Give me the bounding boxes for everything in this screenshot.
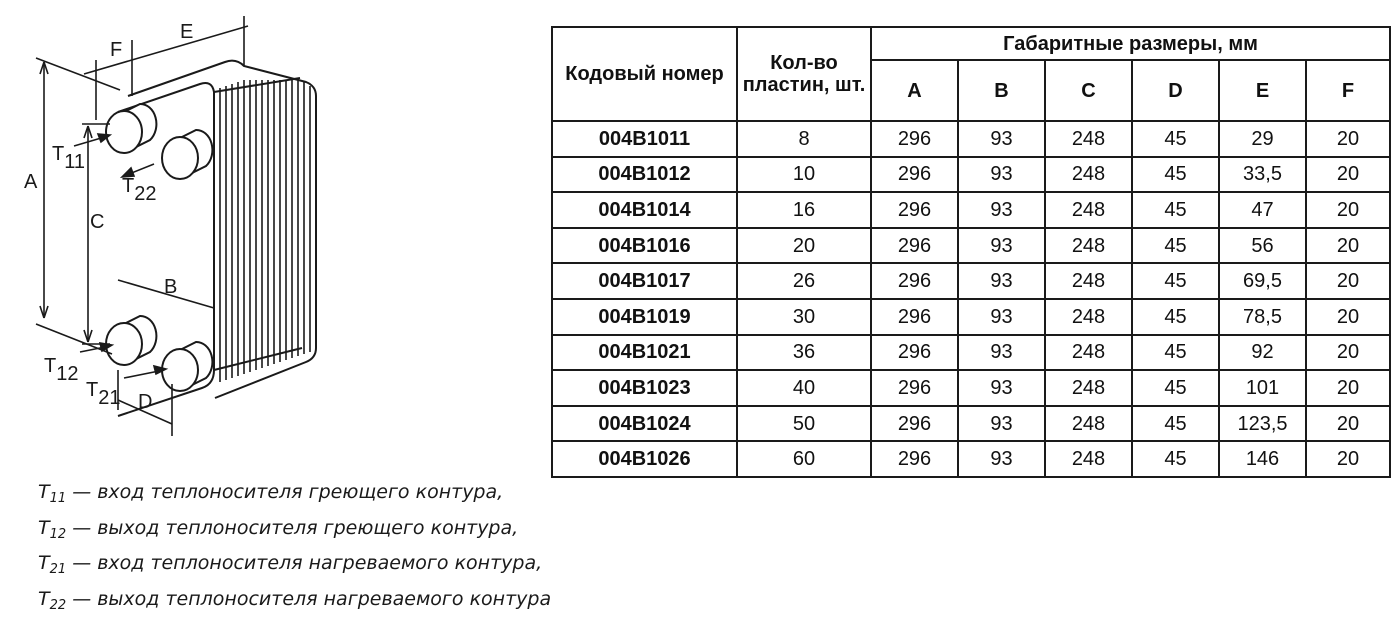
- cell-a: 296: [871, 370, 958, 406]
- cell-b: 93: [958, 157, 1045, 193]
- legend-symbol: T: [38, 552, 50, 574]
- cell-code: 004B1019: [552, 299, 737, 335]
- cell-f: 20: [1306, 228, 1390, 264]
- cell-f: 20: [1306, 192, 1390, 228]
- cell-f: 20: [1306, 263, 1390, 299]
- cell-e: 92: [1219, 335, 1306, 371]
- cell-c: 248: [1045, 406, 1132, 442]
- table-row: [552, 335, 1390, 371]
- cell-a: 296: [871, 192, 958, 228]
- header-code: Кодовый номер: [552, 27, 737, 121]
- header-col-b: B: [958, 60, 1045, 121]
- legend-description: — вход теплоносителя греющего контура,: [66, 481, 504, 503]
- cell-e: 123,5: [1219, 406, 1306, 442]
- cell-b: 93: [958, 441, 1045, 477]
- cell-b: 93: [958, 406, 1045, 442]
- label-a: A: [24, 171, 38, 193]
- label-c: C: [90, 211, 105, 233]
- cell-d: 45: [1132, 263, 1219, 299]
- header-col-d: D: [1132, 60, 1219, 121]
- cell-code: 004B1023: [552, 370, 737, 406]
- cell-f: 20: [1306, 370, 1390, 406]
- cell-code: 004B1011: [552, 121, 737, 157]
- heat-exchanger-drawing: [0, 0, 540, 470]
- cell-c: 248: [1045, 299, 1132, 335]
- cell-a: 296: [871, 335, 958, 371]
- legend-symbol: T: [38, 516, 50, 539]
- label-e: E: [180, 21, 194, 43]
- cell-e: 101: [1219, 370, 1306, 406]
- port-legend: [38, 478, 638, 620]
- cell-a: 296: [871, 263, 958, 299]
- cell-e: 146: [1219, 441, 1306, 477]
- cell-a: 296: [871, 228, 958, 264]
- cell-plates: 16: [737, 192, 871, 228]
- legend-symbol: T: [38, 587, 50, 610]
- cell-code: 004B1017: [552, 263, 737, 299]
- cell-code: 004B1026: [552, 441, 737, 477]
- cell-e: 78,5: [1219, 299, 1306, 335]
- table-row: [552, 263, 1390, 299]
- table-row: [552, 228, 1390, 264]
- cell-a: 296: [871, 441, 958, 477]
- cell-d: 45: [1132, 121, 1219, 157]
- cell-d: 45: [1132, 441, 1219, 477]
- cell-c: 248: [1045, 192, 1132, 228]
- legend-subscript: 22: [49, 597, 67, 613]
- label-b: B: [164, 276, 178, 298]
- cell-f: 20: [1306, 335, 1390, 371]
- table-row: [552, 406, 1390, 442]
- cell-e: 47: [1219, 192, 1306, 228]
- legend-symbol: T: [38, 481, 50, 503]
- cell-c: 248: [1045, 441, 1132, 477]
- cell-code: 004B1012: [552, 157, 737, 193]
- cell-c: 248: [1045, 121, 1132, 157]
- table-row: [552, 370, 1390, 406]
- cell-a: 296: [871, 299, 958, 335]
- table-row: [552, 441, 1390, 477]
- cell-plates: 30: [737, 299, 871, 335]
- label-d: D: [138, 391, 153, 413]
- cell-plates: 60: [737, 441, 871, 477]
- cell-c: 248: [1045, 335, 1132, 371]
- label-t22: T22: [122, 175, 157, 205]
- table-header: [552, 27, 1390, 121]
- cell-plates: 8: [737, 121, 871, 157]
- cell-b: 93: [958, 299, 1045, 335]
- legend-description: — выход теплоносителя греющего контура,: [66, 516, 519, 539]
- header-col-c: C: [1045, 60, 1132, 121]
- cell-c: 248: [1045, 263, 1132, 299]
- cell-code: 004B1016: [552, 228, 737, 264]
- cell-a: 296: [871, 121, 958, 157]
- legend-subscript: 11: [49, 491, 67, 506]
- cell-c: 248: [1045, 228, 1132, 264]
- legend-description: — вход теплоносителя нагреваемого контура,: [66, 552, 543, 574]
- cell-b: 93: [958, 192, 1045, 228]
- header-col-a: A: [871, 60, 958, 121]
- legend-subscript: 12: [49, 526, 67, 542]
- cell-e: 69,5: [1219, 263, 1306, 299]
- cell-e: 56: [1219, 228, 1306, 264]
- cell-d: 45: [1132, 299, 1219, 335]
- legend-subscript: 21: [49, 562, 67, 577]
- cell-d: 45: [1132, 335, 1219, 371]
- plate-edges: [220, 80, 310, 382]
- cell-a: 296: [871, 406, 958, 442]
- table-row: [552, 299, 1390, 335]
- label-t12: T12: [44, 355, 79, 385]
- cell-plates: 10: [737, 157, 871, 193]
- dimensions-table: [551, 26, 1391, 478]
- label-t21: T21: [86, 379, 121, 409]
- cell-b: 93: [958, 228, 1045, 264]
- cell-plates: 26: [737, 263, 871, 299]
- cell-d: 45: [1132, 406, 1219, 442]
- cell-b: 93: [958, 263, 1045, 299]
- legend-description: — выход теплоносителя нагреваемого контура: [66, 587, 552, 610]
- table-row: [552, 192, 1390, 228]
- cell-f: 20: [1306, 299, 1390, 335]
- cell-e: 33,5: [1219, 157, 1306, 193]
- cell-f: 20: [1306, 121, 1390, 157]
- cell-d: 45: [1132, 370, 1219, 406]
- cell-f: 20: [1306, 441, 1390, 477]
- cell-code: 004B1021: [552, 335, 737, 371]
- cell-b: 93: [958, 335, 1045, 371]
- connection-ports: [106, 104, 212, 391]
- legend-item: [38, 549, 638, 585]
- cell-code: 004B1024: [552, 406, 737, 442]
- header-plates: Кол-во пластин, шт.: [737, 27, 871, 121]
- legend-item: [38, 514, 638, 550]
- cell-f: 20: [1306, 406, 1390, 442]
- cell-e: 29: [1219, 121, 1306, 157]
- table-row: [552, 157, 1390, 193]
- cell-d: 45: [1132, 192, 1219, 228]
- cell-plates: 50: [737, 406, 871, 442]
- header-col-e: E: [1219, 60, 1306, 121]
- cell-c: 248: [1045, 370, 1132, 406]
- cell-f: 20: [1306, 157, 1390, 193]
- cell-plates: 20: [737, 228, 871, 264]
- table-body: [552, 121, 1390, 477]
- label-t11: T11: [52, 143, 85, 173]
- table-row: [552, 121, 1390, 157]
- cell-d: 45: [1132, 228, 1219, 264]
- cell-d: 45: [1132, 157, 1219, 193]
- cell-c: 248: [1045, 157, 1132, 193]
- cell-b: 93: [958, 121, 1045, 157]
- label-f: F: [110, 39, 123, 61]
- cell-b: 93: [958, 370, 1045, 406]
- legend-item: [38, 478, 638, 514]
- legend-item: [38, 585, 638, 620]
- header-col-f: F: [1306, 60, 1390, 121]
- header-dimensions: Габаритные размеры, мм: [871, 27, 1390, 60]
- cell-code: 004B1014: [552, 192, 737, 228]
- cell-plates: 36: [737, 335, 871, 371]
- cell-a: 296: [871, 157, 958, 193]
- cell-plates: 40: [737, 370, 871, 406]
